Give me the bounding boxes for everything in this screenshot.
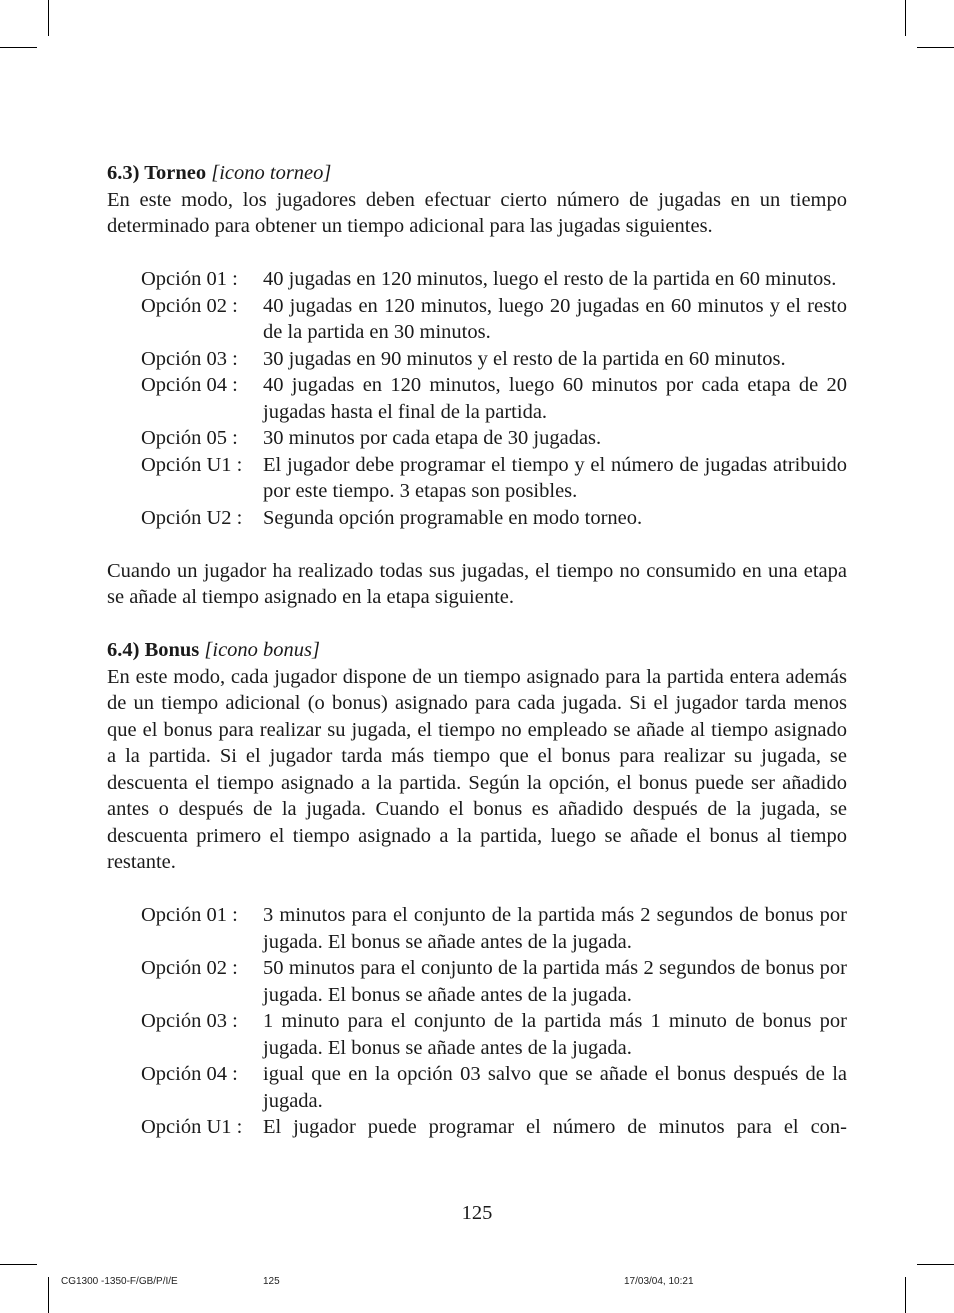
crop-mark — [905, 1277, 906, 1313]
footer-page: 125 — [263, 1276, 280, 1287]
option-text: 1 minuto para el conjunto de la partida más 1 minuto de bonus por jugada. El bonus se añade antes de la jugada. — [263, 1010, 847, 1059]
icon-placeholder-note: [icono bonus] — [204, 639, 321, 661]
option-row — [107, 372, 847, 425]
option-text: 3 minutos para el conjunto de la partida más 2 segundos de bonus por jugada. El bonus se añade antes de la jugada. — [263, 904, 847, 953]
option-label: Opción U1 : — [141, 1116, 243, 1138]
option-text: 40 jugadas en 120 minutos, luego el resto de la partida en 60 minutos. — [263, 268, 837, 290]
option-row — [107, 1114, 847, 1141]
crop-mark — [917, 1264, 954, 1265]
section-closing: Cuando un jugador ha realizado todas sus jugadas, el tiempo no consumido en una etapa se añade al tiempo asignado en la etapa siguiente. — [107, 559, 847, 608]
crop-mark — [0, 47, 37, 48]
option-label: Opción U2 : — [141, 506, 243, 529]
footer-document-code: CG1300 -1350-F/GB/P/I/E — [61, 1276, 178, 1287]
option-row — [107, 266, 847, 293]
option-text: 40 jugadas en 120 minutos, luego 20 jugadas en 60 minutos y el resto de la partida en 30 minutos. — [263, 294, 847, 343]
option-row — [107, 346, 847, 373]
crop-mark — [0, 1264, 37, 1265]
section-heading-bonus — [107, 637, 847, 664]
page-number: 125 — [461, 1202, 493, 1224]
option-label: Opción 01 : — [141, 904, 238, 926]
crop-mark — [905, 0, 906, 36]
option-row — [107, 1061, 847, 1114]
option-label: Opción U1 : — [141, 453, 243, 476]
option-label: Opción 04 : — [141, 374, 238, 396]
option-row — [107, 955, 847, 1008]
section-heading-torneo — [107, 160, 847, 187]
option-row — [107, 293, 847, 346]
option-text: 30 minutos por cada etapa de 30 jugadas. — [263, 427, 602, 449]
section-intro: En este modo, cada jugador dispone de un tiempo asignado para la partida entera además de un tiempo adicional (o bonus) asignado para cada jugada. Si el jugador tarda menos que el bonus para realizar su jugada, el tiempo no empleado se añade al tiempo asignado a la partida. Si el jugador tarda más tiempo que el bonus para realizar su jugada, se descuenta el tiempo asignado a la partida. Según la opción, el bonus puede ser añadido antes o después de la jugada. Cuando el bonus es añadido después de la jugada, se descuenta primero el tiempo asignado a la partida, luego se añade el bonus al tiempo restante. — [107, 665, 847, 873]
option-text: 50 minutos para el conjunto de la partida más 2 segundos de bonus por jugada. El bonus se añade antes de la jugada. — [263, 957, 847, 1006]
section-intro: En este modo, los jugadores deben efectuar cierto número de jugadas en un tiempo determinado para obtener un tiempo adicional para las jugadas siguientes. — [107, 188, 847, 237]
option-row — [107, 425, 847, 452]
footer-datetime: 17/03/04, 10:21 — [624, 1276, 694, 1287]
crop-mark — [48, 0, 49, 36]
option-row — [107, 902, 847, 955]
option-label: Opción 02 : — [141, 294, 238, 317]
option-text: Segunda opción programable en modo torneo. — [263, 506, 643, 529]
option-row — [107, 452, 847, 505]
bonus-options — [107, 902, 847, 1141]
option-text: 40 jugadas en 120 minutos, luego 60 minutos por cada etapa de 20 jugadas hasta el final de la partida. — [263, 374, 847, 423]
option-text: El jugador debe programar el tiempo y el número de jugadas atribuido por este tiempo. 3 etapas son posibles. — [263, 453, 847, 502]
option-text: igual que en la opción 03 salvo que se añade el bonus después de la jugada. — [263, 1063, 847, 1112]
option-label: Opción 05 : — [141, 427, 238, 449]
option-label: Opción 04 : — [141, 1063, 238, 1085]
option-text: 30 jugadas en 90 minutos y el resto de la partida en 60 minutos. — [263, 347, 786, 370]
option-label: Opción 03 : — [141, 347, 238, 370]
icon-placeholder-note: [icono torneo] — [211, 162, 332, 184]
page-content — [107, 160, 847, 1141]
option-text: El jugador puede programar el número de minutos para el con- — [263, 1116, 847, 1138]
crop-mark — [48, 1277, 49, 1313]
option-label: Opción 01 : — [141, 268, 238, 290]
section-title: 6.3) Torneo — [107, 162, 207, 184]
crop-mark — [917, 47, 954, 48]
option-label: Opción 03 : — [141, 1010, 238, 1032]
torneo-options — [107, 266, 847, 531]
option-row — [107, 1008, 847, 1061]
section-title: 6.4) Bonus — [107, 639, 200, 661]
option-row — [107, 505, 847, 532]
option-label: Opción 02 : — [141, 957, 238, 979]
